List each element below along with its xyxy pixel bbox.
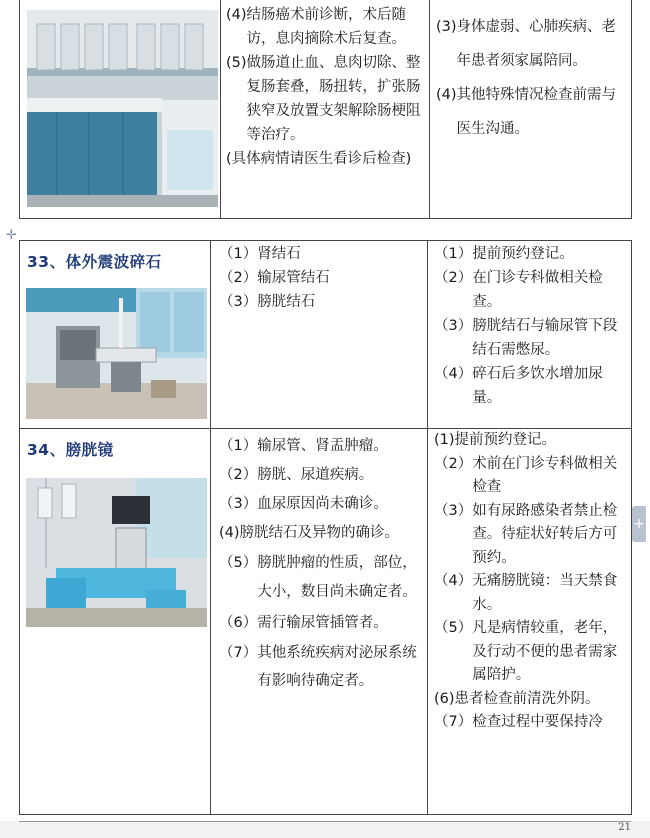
row-cystoscopy-title: 34、膀胱镜 [27, 441, 114, 459]
precaution-item: （3） 如有尿路感染者禁止检查。待症状好转后方可预约。 [434, 502, 618, 566]
page-number: 21 [618, 822, 631, 833]
indication-item: (5) 做肠道止血、息肉切除、整复肠套叠，肠扭转，扩张肠狭窄及放置支架解除肠梗阻等治疗。 [226, 55, 421, 143]
table-colonoscopy-continued [19, 0, 632, 219]
indication-item: (4) 结肠癌术前诊断，术后随访，息肉摘除术后复查。 [226, 7, 407, 47]
precaution-item: （7） 检查过程中要保持冷 [434, 714, 603, 730]
page-footer [0, 821, 650, 838]
row-cystoscopy-title-cell [27, 438, 207, 808]
precaution-item: （4） 无痛膀胱镜：当天禁食水。 [434, 573, 618, 613]
endoscopy-room-photo [27, 10, 218, 207]
precaution-item: （2） 在门诊专科做相关检查。 [434, 270, 603, 310]
precaution-item: （3） 膀胱结石与输尿管下段结石需憋尿。 [434, 318, 618, 358]
indication-item: （1） 肾结石 [219, 246, 301, 262]
precaution-item: （1） 提前预约登记。 [434, 246, 574, 262]
indication-item: （3） 血尿原因尚未确诊。 [219, 496, 388, 512]
precaution-item: (1) 提前预约登记。 [434, 432, 557, 448]
table-procedures [19, 240, 632, 815]
precaution-item: （2） 术前在门诊专科做相关检查 [434, 455, 618, 495]
plus-icon[interactable]: + [632, 506, 646, 542]
lithotripsy-room-photo [26, 288, 207, 419]
precaution-item: (6) 患者检查前清洗外阴。 [434, 690, 600, 707]
indication-item: （2） 输尿管结石 [219, 270, 330, 286]
cystoscopy-room-photo [26, 478, 207, 627]
indication-item: （1） 输尿管、肾盂肿瘤。 [219, 438, 388, 454]
colonoscopy-indications [226, 3, 426, 218]
cystoscopy-indications [219, 433, 426, 814]
cystoscopy-precautions [434, 429, 628, 814]
indication-item: (4) 膀胱结石及异物的确诊。 [219, 525, 400, 541]
colonoscopy-precautions [436, 10, 628, 218]
precaution-item: (3) 身体虚弱、心肺疾病、老年患者须家属陪同。 [436, 19, 617, 69]
precaution-item: (4) 其他特殊情况检查前需与医生沟通。 [436, 87, 617, 137]
indication-note: (具体病情请医生看诊后检查) [226, 151, 412, 167]
precaution-item: （4） 碎石后多饮水增加尿量。 [434, 366, 603, 406]
row-eswl-title-cell [27, 250, 207, 428]
indication-item: （6） 需行输尿管插管者。 [219, 615, 388, 631]
indication-item: （3） 膀胱结石 [219, 294, 316, 310]
footer-divider [19, 821, 631, 822]
precaution-item: （5） 凡是病情较重，老年，及行动不便的患者需家属陪护。 [434, 620, 618, 683]
row-eswl-title: 33、体外震波碎石 [27, 253, 162, 271]
indication-item: （7） 其他系统疾病对泌尿系统有影响待确定者。 [219, 645, 417, 689]
plus-cross-icon[interactable]: ✛ [6, 228, 17, 243]
indication-item: （2） 膀胱、尿道疾病。 [219, 467, 374, 483]
indication-item: （5） 膀胱肿瘤的性质，部位，大小，数目尚未确定者。 [219, 555, 417, 600]
